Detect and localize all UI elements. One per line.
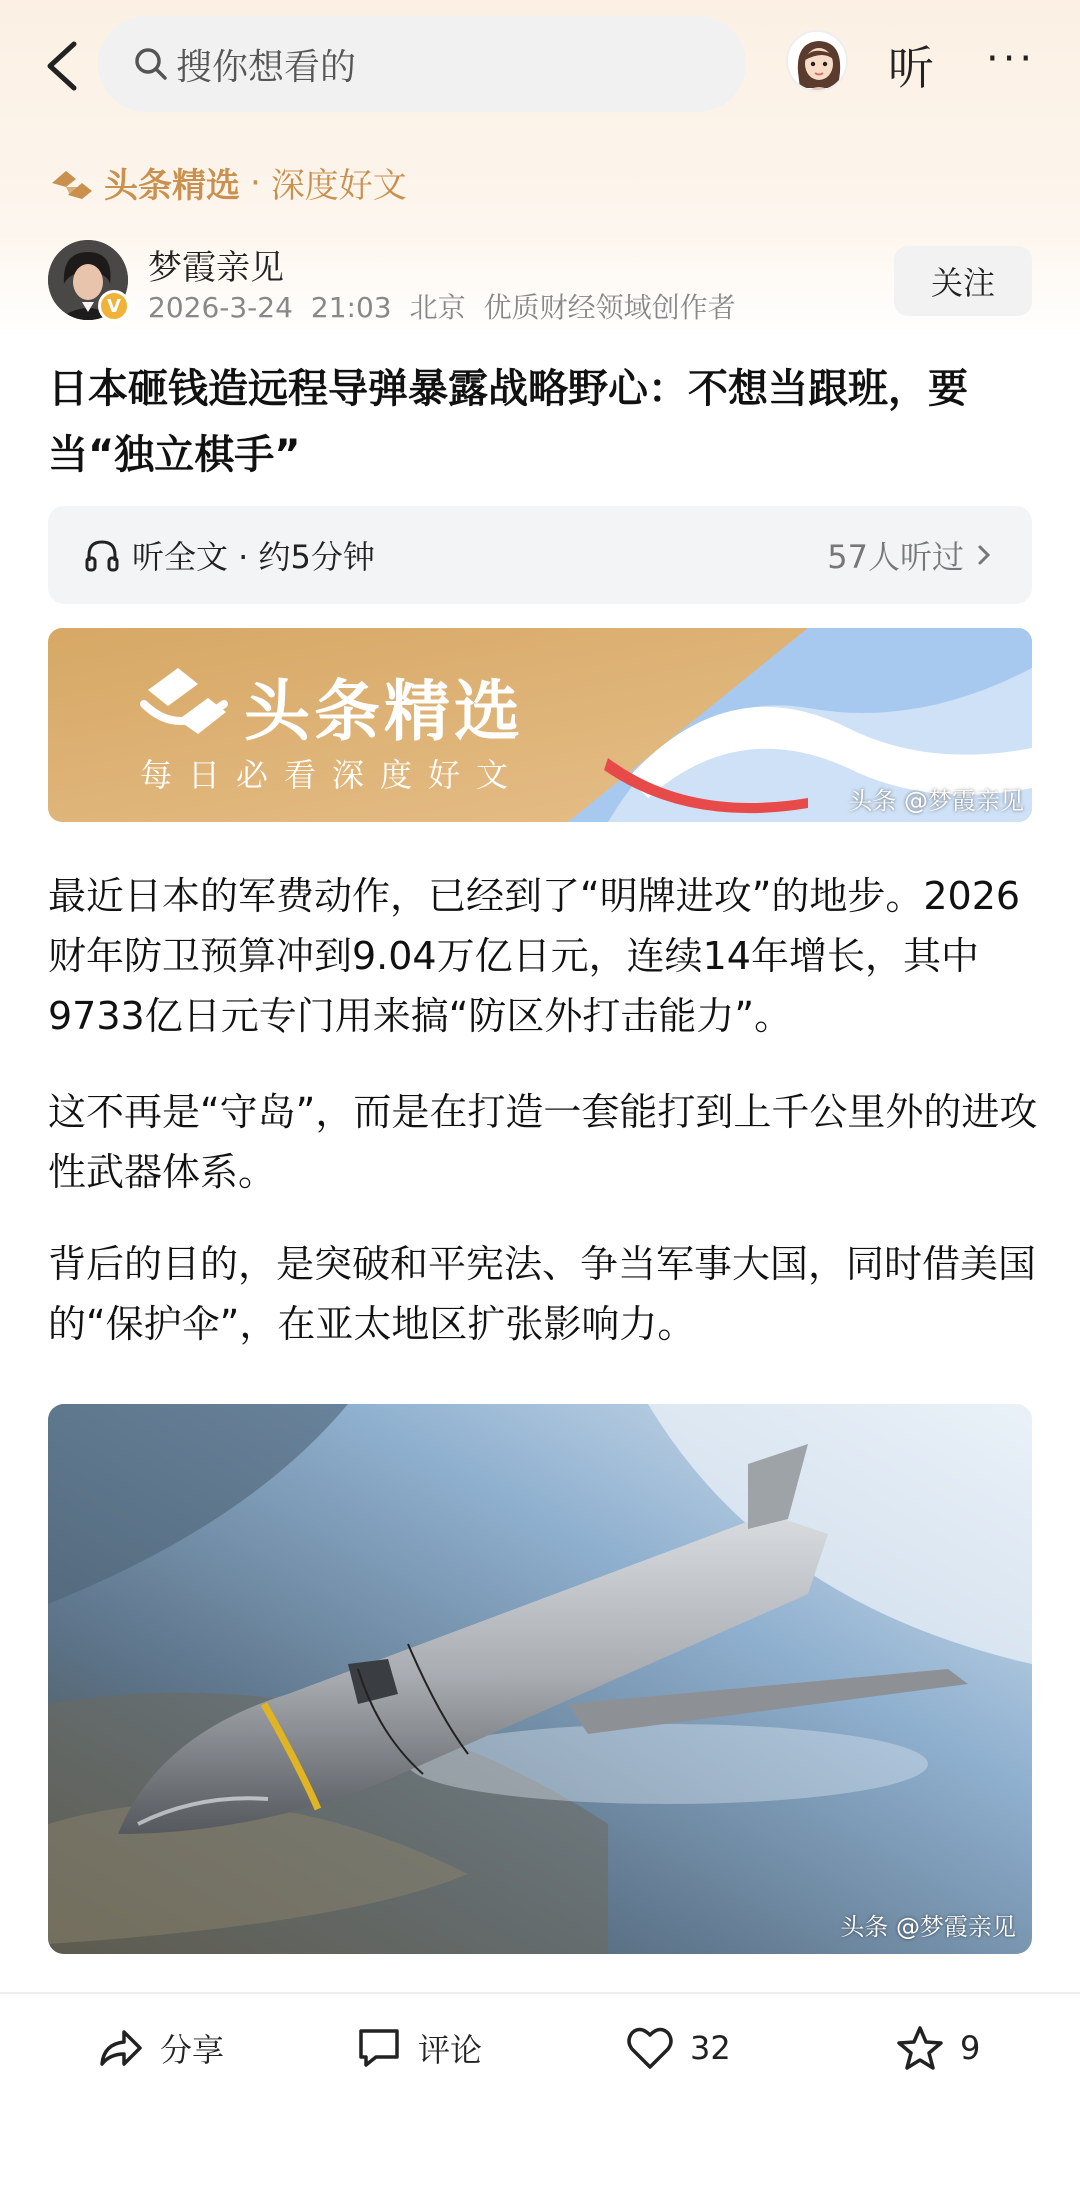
more-options-button[interactable]: ···: [986, 36, 1037, 82]
author-role: 优质财经领域创作者: [483, 291, 736, 324]
share-icon: [96, 2024, 144, 2072]
author-meta: [148, 286, 754, 326]
follow-button[interactable]: 关注: [894, 246, 1032, 316]
listen-button[interactable]: 听: [888, 41, 934, 95]
like-button[interactable]: [626, 2018, 731, 2078]
post-time: 21:03: [310, 291, 392, 324]
headphones-icon: [84, 537, 120, 573]
share-label: 分享: [160, 2031, 225, 2069]
like-count: 32: [690, 2029, 731, 2067]
post-date: 2026-3-24: [148, 291, 293, 324]
photo-watermark: 头条 @梦霞亲见: [840, 1913, 1016, 1941]
bottom-divider: [0, 1992, 1080, 1994]
listen-label: 听全文 · 约5分钟: [132, 538, 375, 576]
back-arrow-icon[interactable]: [40, 38, 84, 94]
brand-line: [48, 158, 407, 207]
search-input[interactable]: [98, 16, 746, 112]
jingxuan-banner: [48, 628, 1032, 822]
missile-photo[interactable]: [48, 1404, 1032, 1954]
star-icon: [896, 2025, 944, 2071]
comment-button[interactable]: [356, 2018, 482, 2078]
brand-separator: ·: [250, 162, 261, 203]
author-name[interactable]: 梦霞亲见: [148, 248, 284, 288]
post-location: 北京: [409, 291, 466, 324]
search-icon: [134, 47, 168, 81]
toutiao-jingxuan-logo-icon: [48, 166, 96, 200]
comment-icon: [356, 2025, 402, 2071]
brand-name: 头条精选: [104, 166, 240, 206]
favorite-count: 9: [960, 2029, 981, 2067]
article-paragraph-3: 背后的目的，是突破和平宪法、争当军事大国，同时借美国的“保护伞”，在亚太地区扩张影响力。: [48, 1242, 1037, 1346]
article-title: 日本砸钱造远程导弹暴露战略野心：不想当跟班，要当“独立棋手”: [48, 366, 968, 478]
verified-badge: V: [98, 290, 130, 322]
share-button[interactable]: [96, 2018, 224, 2078]
banner-watermark: 头条 @梦霞亲见: [848, 787, 1024, 815]
heart-icon: [626, 2025, 674, 2071]
search-placeholder: 搜你想看的: [176, 46, 357, 88]
chevron-right-icon: [972, 541, 996, 569]
comment-label: 评论: [418, 2031, 483, 2069]
listen-full-article-bar[interactable]: [48, 506, 1032, 604]
article-paragraph-2: 这不再是“守岛”，而是在打造一套能打到上千公里外的进攻性武器体系。: [48, 1090, 1038, 1194]
missile-image: [48, 1404, 1032, 1954]
article-paragraph-1: 最近日本的军费动作，已经到了“明牌进攻”的地步。2026财年防卫预算冲到9.04万亿日元，连续14年增长，其中9733亿日元专门用来搞“防区外打击能力”。: [48, 874, 1021, 1038]
cartoon-avatar-icon: [788, 32, 848, 92]
banner-subtitle: 每日必看深度好文: [140, 756, 525, 794]
listen-count: 57人听过: [827, 538, 964, 576]
banner-title: 头条精选: [244, 673, 524, 750]
reader-avatar[interactable]: [786, 30, 848, 92]
favorite-button[interactable]: [896, 2018, 980, 2078]
brand-tagline: 深度好文: [270, 166, 407, 206]
